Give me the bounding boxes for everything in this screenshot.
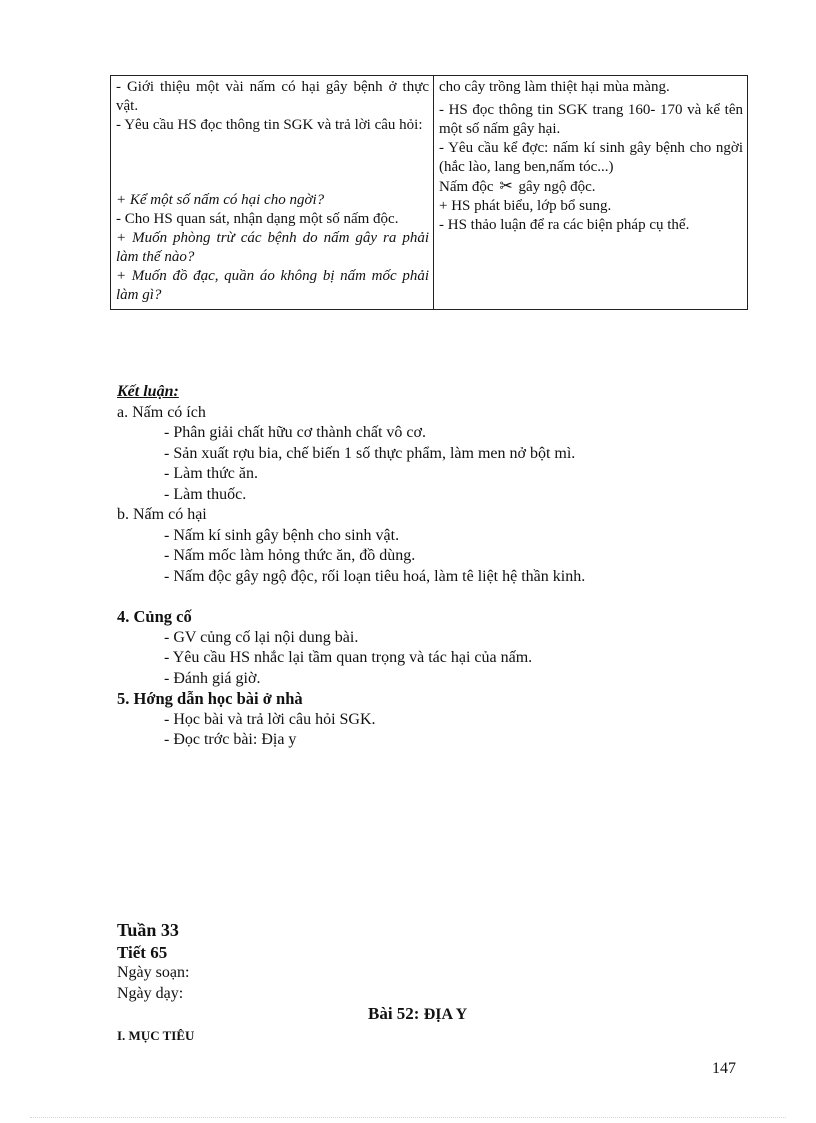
teacher-intro-text: - Giới thiệu một vài nấm có hại gây bệnh ở thực vật. xyxy=(116,79,429,114)
page-number: 147 xyxy=(712,1060,736,1077)
conclusion-section xyxy=(117,382,585,587)
taught-date-label: Ngày dạy: xyxy=(117,985,184,1002)
list-item: - Làm thức ăn. xyxy=(164,465,258,482)
student-reading-text: - HS đọc thông tin SGK trang 160- 170 và kể tên một số nấm gây hại. xyxy=(439,102,743,137)
objective-heading: I. MỤC TIÊU xyxy=(117,1028,195,1043)
list-item: - Đánh giá giờ. xyxy=(164,669,261,687)
list-item: - GV củng cố lại nội dung bài. xyxy=(164,628,359,646)
student-activity-cell xyxy=(434,76,748,310)
list-item: - Yêu cầu HS nhắc lại tầm quan trọng và tác hại của nấm. xyxy=(164,649,533,666)
student-discuss-text: - HS thảo luận để ra các biện pháp cụ thể. xyxy=(439,217,690,233)
poisonous-fungi-label: Nấm độc xyxy=(439,179,494,195)
teacher-activity-cell xyxy=(111,76,434,310)
list-item: - Nấm kí sinh gây bệnh cho sinh vật. xyxy=(164,526,400,544)
list-item: - Phân giải chất hữu cơ thành chất vô cơ. xyxy=(164,424,426,441)
question-harmful-fungi: + Kể một số nấm có hại cho ngời? xyxy=(116,192,325,208)
teacher-observe-text: - Cho HS quan sát, nhận dạng một số nấm độc. xyxy=(116,211,399,227)
poisonous-fungi-text xyxy=(439,177,743,197)
homework-heading: 5. Hớng dẫn học bài ở nhà xyxy=(117,689,303,708)
consolidation-heading: 4. Củng cố xyxy=(117,607,192,626)
student-speak-text: + HS phát biểu, lớp bổ sung. xyxy=(439,198,612,214)
poisoning-label: gây ngộ độc. xyxy=(518,179,596,195)
activity-table xyxy=(110,75,748,310)
list-item: - Làm thuốc. xyxy=(164,485,247,503)
teacher-request-text: - Yêu cầu HS đọc thông tin SGK và trả lời câu hỏi: xyxy=(116,117,423,133)
list-item: - Đọc trớc bài: Địa y xyxy=(164,731,297,748)
lesson-number: Bài 52: xyxy=(368,1004,420,1023)
crop-damage-text: cho cây trồng làm thiệt hại mùa màng. xyxy=(439,79,670,95)
consolidation-section xyxy=(117,607,532,751)
question-prevention: + Muốn phòng trừ các bệnh do nấm gây ra phải làm thế nào? xyxy=(116,230,429,265)
question-mold: + Muốn đồ đạc, quần áo không bị nấm mốc phải làm gì? xyxy=(116,268,429,303)
list-item: - Nấm độc gây ngộ độc, rối loạn tiêu hoá, làm tê liệt hệ thần kinh. xyxy=(164,567,586,585)
lesson-name: ĐỊA Y xyxy=(423,1006,468,1023)
period-label: Tiết 65 xyxy=(117,943,168,962)
conclusion-title: Kết luận: xyxy=(117,383,179,400)
harmful-fungi-heading: b. Nấm có hại xyxy=(117,506,207,523)
lesson-title xyxy=(368,1004,467,1024)
list-item: - Nấm mốc làm hỏng thức ăn, đồ dùng. xyxy=(164,547,416,564)
scissors-icon: ✂ xyxy=(499,178,513,195)
list-item: - Học bài và trả lời câu hỏi SGK. xyxy=(164,710,376,728)
list-item: - Sản xuất rợu bia, chế biến 1 số thực phẩm, làm men nở bột mì. xyxy=(164,444,576,462)
beneficial-fungi-heading: a. Nấm có ích xyxy=(117,403,206,421)
week-label: Tuần 33 xyxy=(117,920,179,940)
table-row xyxy=(111,76,748,310)
bottom-divider xyxy=(30,1117,786,1118)
prepared-date-label: Ngày soạn: xyxy=(117,964,190,981)
expected-answer-text: - Yêu cầu kể đợc: nấm kí sinh gây bệnh cho ngời (hắc lào, lang ben,nấm tóc...) xyxy=(439,140,743,175)
